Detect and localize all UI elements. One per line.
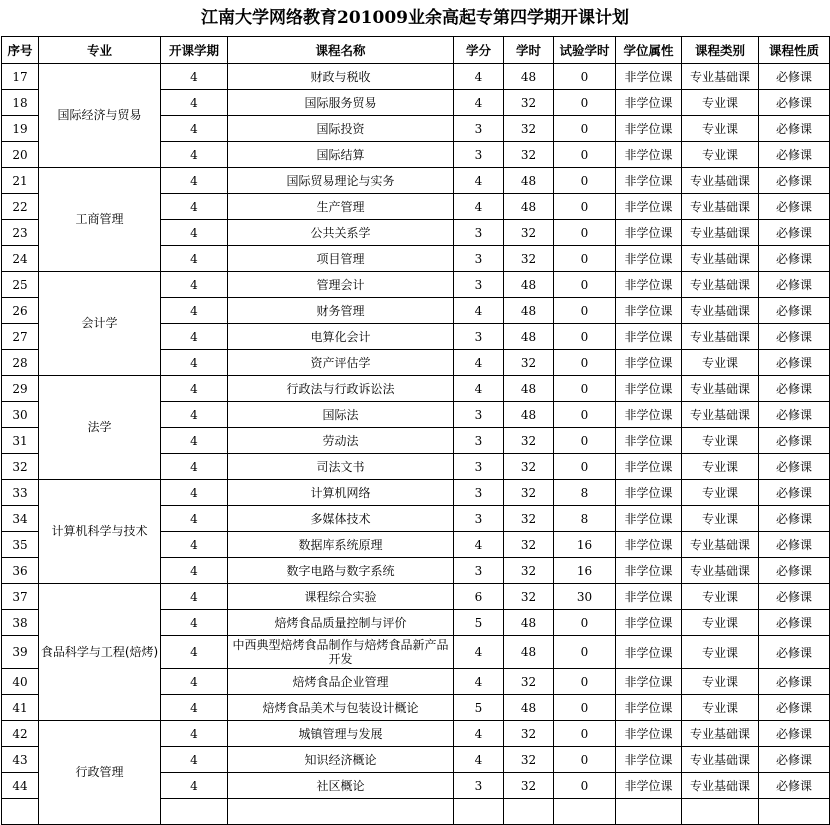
course-name: 国际结算 [228, 142, 454, 168]
row-number: 37 [2, 584, 39, 610]
category-cell: 专业基础课 [682, 298, 759, 324]
degree-cell: 非学位课 [616, 90, 682, 116]
row-number: 22 [2, 194, 39, 220]
nature-cell: 必修课 [759, 610, 830, 636]
degree-cell [682, 799, 759, 825]
header-row [2, 37, 830, 64]
major-cell [161, 799, 228, 825]
row-number: 39 [2, 636, 39, 669]
course-name: 中西典型焙烤食品制作与焙烤食品新产品开发 [228, 636, 454, 669]
lab-hours-cell: 30 [554, 584, 616, 610]
degree-cell: 非学位课 [616, 454, 682, 480]
term-cell: 4 [161, 636, 228, 669]
course-name: 电算化会计 [228, 324, 454, 350]
hours-cell: 32 [504, 90, 554, 116]
hours-cell: 32 [504, 532, 554, 558]
lab-hours-cell: 8 [554, 506, 616, 532]
table-row [2, 272, 830, 298]
hours-cell: 48 [504, 194, 554, 220]
credit-cell: 3 [454, 480, 504, 506]
row-number: 21 [2, 168, 39, 194]
credit-cell: 3 [454, 454, 504, 480]
hours-cell: 32 [504, 669, 554, 695]
term-cell: 4 [161, 532, 228, 558]
course-name: 公共关系学 [228, 220, 454, 246]
hours-cell [554, 799, 616, 825]
hours-cell: 32 [504, 747, 554, 773]
term-cell: 4 [161, 272, 228, 298]
header-term: 开课学期 [161, 37, 228, 64]
category-cell: 专业课 [682, 506, 759, 532]
table-row [2, 376, 830, 402]
credit-cell: 3 [454, 246, 504, 272]
category-cell: 专业基础课 [682, 220, 759, 246]
credit-cell: 4 [454, 168, 504, 194]
nature-cell: 必修课 [759, 64, 830, 90]
course-schedule-table [1, 36, 830, 825]
degree-cell: 非学位课 [616, 747, 682, 773]
row-number: 26 [2, 298, 39, 324]
row-number: 27 [2, 324, 39, 350]
term-cell: 4 [161, 90, 228, 116]
course-name: 国际贸易理论与实务 [228, 168, 454, 194]
term-cell [228, 799, 454, 825]
lab-hours-cell: 0 [554, 721, 616, 747]
term-cell: 4 [161, 194, 228, 220]
hours-cell: 32 [504, 506, 554, 532]
lab-hours-cell: 0 [554, 324, 616, 350]
nature-cell: 必修课 [759, 669, 830, 695]
credit-cell: 6 [454, 584, 504, 610]
term-cell: 4 [161, 64, 228, 90]
category-cell: 专业基础课 [682, 376, 759, 402]
term-cell: 4 [161, 454, 228, 480]
row-number: 40 [2, 669, 39, 695]
category-cell: 专业课 [682, 669, 759, 695]
nature-cell: 必修课 [759, 454, 830, 480]
row-number: 31 [2, 428, 39, 454]
row-number: 41 [2, 695, 39, 721]
category-cell: 专业基础课 [682, 324, 759, 350]
major-cell: 计算机科学与技术 [39, 480, 161, 584]
nature-cell: 必修课 [759, 116, 830, 142]
course-name: 财政与税收 [228, 64, 454, 90]
row-number: 32 [2, 454, 39, 480]
header-category: 课程类别 [682, 37, 759, 64]
term-cell: 4 [161, 480, 228, 506]
lab-hours-cell: 0 [554, 454, 616, 480]
hours-cell: 48 [504, 64, 554, 90]
lab-hours-cell: 0 [554, 116, 616, 142]
row-number: 42 [2, 721, 39, 747]
header-lab-hours: 试验学时 [554, 37, 616, 64]
course-name [454, 799, 504, 825]
hours-cell: 48 [504, 402, 554, 428]
course-name: 资产评估学 [228, 350, 454, 376]
credit-cell: 5 [454, 610, 504, 636]
nature-cell: 必修课 [759, 220, 830, 246]
term-cell: 4 [161, 695, 228, 721]
term-cell: 4 [161, 168, 228, 194]
row-number: 43 [2, 747, 39, 773]
degree-cell: 非学位课 [616, 480, 682, 506]
category-cell: 专业课 [682, 636, 759, 669]
credit-cell: 3 [454, 428, 504, 454]
hours-cell: 32 [504, 142, 554, 168]
category-cell: 专业课 [682, 142, 759, 168]
page-title: 江南大学网络教育201009业余高起专第四学期开课计划 [201, 8, 629, 28]
category-cell [759, 799, 830, 825]
lab-hours-cell: 0 [554, 272, 616, 298]
nature-cell: 必修课 [759, 168, 830, 194]
term-cell: 4 [161, 220, 228, 246]
degree-cell: 非学位课 [616, 324, 682, 350]
term-cell: 4 [161, 669, 228, 695]
lab-hours-cell: 0 [554, 220, 616, 246]
nature-cell: 必修课 [759, 480, 830, 506]
table-row [2, 721, 830, 747]
header-hours: 学时 [504, 37, 554, 64]
nature-cell: 必修课 [759, 695, 830, 721]
degree-cell: 非学位课 [616, 298, 682, 324]
credit-cell: 4 [454, 721, 504, 747]
table-row [2, 480, 830, 506]
hours-cell: 32 [504, 116, 554, 142]
row-number: 33 [2, 480, 39, 506]
category-cell: 专业课 [682, 584, 759, 610]
degree-cell: 非学位课 [616, 220, 682, 246]
term-cell: 4 [161, 773, 228, 799]
course-name: 焙烤食品质量控制与评价 [228, 610, 454, 636]
term-cell: 4 [161, 402, 228, 428]
course-name: 项目管理 [228, 246, 454, 272]
nature-cell: 必修课 [759, 584, 830, 610]
credit-cell: 4 [454, 298, 504, 324]
degree-cell: 非学位课 [616, 636, 682, 669]
nature-cell: 必修课 [759, 532, 830, 558]
category-cell: 专业基础课 [682, 747, 759, 773]
course-name: 知识经济概论 [228, 747, 454, 773]
lab-hours-cell: 0 [554, 142, 616, 168]
category-cell: 专业基础课 [682, 168, 759, 194]
course-name: 劳动法 [228, 428, 454, 454]
degree-cell: 非学位课 [616, 116, 682, 142]
nature-cell: 必修课 [759, 747, 830, 773]
row-number: 19 [2, 116, 39, 142]
lab-hours-cell: 0 [554, 64, 616, 90]
nature-cell: 必修课 [759, 402, 830, 428]
course-name: 数据库系统原理 [228, 532, 454, 558]
degree-cell: 非学位课 [616, 168, 682, 194]
hours-cell: 32 [504, 721, 554, 747]
major-cell: 行政管理 [39, 721, 161, 825]
hours-cell: 32 [504, 350, 554, 376]
row-number: 20 [2, 142, 39, 168]
degree-cell: 非学位课 [616, 194, 682, 220]
term-cell: 4 [161, 324, 228, 350]
credit-cell: 3 [454, 402, 504, 428]
table-row [2, 64, 830, 90]
header-major: 专业 [39, 37, 161, 64]
degree-cell: 非学位课 [616, 272, 682, 298]
credit-cell: 4 [454, 636, 504, 669]
credit-cell: 4 [454, 194, 504, 220]
nature-cell: 必修课 [759, 298, 830, 324]
course-name: 社区概论 [228, 773, 454, 799]
course-name: 数字电路与数字系统 [228, 558, 454, 584]
degree-cell: 非学位课 [616, 610, 682, 636]
degree-cell: 非学位课 [616, 669, 682, 695]
lab-hours-cell: 0 [554, 402, 616, 428]
lab-hours-cell: 16 [554, 558, 616, 584]
hours-cell: 48 [504, 376, 554, 402]
row-number: 38 [2, 610, 39, 636]
nature-cell: 必修课 [759, 350, 830, 376]
term-cell: 4 [161, 506, 228, 532]
header-degree: 学位属性 [616, 37, 682, 64]
degree-cell: 非学位课 [616, 584, 682, 610]
course-name: 国际投资 [228, 116, 454, 142]
category-cell: 专业基础课 [682, 272, 759, 298]
lab-hours-cell: 0 [554, 428, 616, 454]
category-cell: 专业基础课 [682, 64, 759, 90]
credit-cell: 4 [454, 747, 504, 773]
nature-cell: 必修课 [759, 636, 830, 669]
hours-cell: 32 [504, 428, 554, 454]
row-number: 34 [2, 506, 39, 532]
major-cell: 国际经济与贸易 [39, 64, 161, 168]
row-number: 23 [2, 220, 39, 246]
row-number: 30 [2, 402, 39, 428]
course-name: 课程综合实验 [228, 584, 454, 610]
header-nature: 课程性质 [759, 37, 830, 64]
nature-cell: 必修课 [759, 721, 830, 747]
row-number: 18 [2, 90, 39, 116]
degree-cell: 非学位课 [616, 721, 682, 747]
course-name: 计算机网络 [228, 480, 454, 506]
term-cell: 4 [161, 428, 228, 454]
credit-cell: 3 [454, 272, 504, 298]
lab-hours-cell: 0 [554, 350, 616, 376]
term-cell: 4 [161, 116, 228, 142]
course-name: 国际法 [228, 402, 454, 428]
degree-cell: 非学位课 [616, 64, 682, 90]
category-cell: 专业课 [682, 350, 759, 376]
term-cell: 4 [161, 558, 228, 584]
hours-cell: 32 [504, 220, 554, 246]
lab-hours-cell: 0 [554, 298, 616, 324]
major-cell: 工商管理 [39, 168, 161, 272]
category-cell: 专业课 [682, 90, 759, 116]
course-name: 焙烤食品企业管理 [228, 669, 454, 695]
degree-cell: 非学位课 [616, 773, 682, 799]
table-row [2, 168, 830, 194]
course-name: 生产管理 [228, 194, 454, 220]
nature-cell: 必修课 [759, 142, 830, 168]
degree-cell: 非学位课 [616, 506, 682, 532]
category-cell: 专业课 [682, 610, 759, 636]
nature-cell: 必修课 [759, 90, 830, 116]
term-cell: 4 [161, 584, 228, 610]
course-name: 司法文书 [228, 454, 454, 480]
credit-cell: 3 [454, 220, 504, 246]
hours-cell: 48 [504, 298, 554, 324]
header-course: 课程名称 [228, 37, 454, 64]
credit-cell: 3 [454, 116, 504, 142]
header-credit: 学分 [454, 37, 504, 64]
nature-cell: 必修课 [759, 428, 830, 454]
row-number: 17 [2, 64, 39, 90]
lab-hours-cell: 0 [554, 747, 616, 773]
degree-cell: 非学位课 [616, 695, 682, 721]
course-name: 多媒体技术 [228, 506, 454, 532]
category-cell: 专业基础课 [682, 773, 759, 799]
course-name: 焙烤食品美术与包装设计概论 [228, 695, 454, 721]
hours-cell: 48 [504, 272, 554, 298]
hours-cell: 48 [504, 168, 554, 194]
credit-cell [504, 799, 554, 825]
credit-cell: 4 [454, 90, 504, 116]
term-cell: 4 [161, 610, 228, 636]
row-number: 44 [2, 773, 39, 799]
term-cell: 4 [161, 350, 228, 376]
category-cell: 专业课 [682, 480, 759, 506]
term-cell: 4 [161, 298, 228, 324]
degree-cell: 非学位课 [616, 532, 682, 558]
credit-cell: 4 [454, 532, 504, 558]
course-name: 管理会计 [228, 272, 454, 298]
nature-cell: 必修课 [759, 246, 830, 272]
table-row [2, 584, 830, 610]
lab-hours-cell: 0 [554, 773, 616, 799]
major-cell: 会计学 [39, 272, 161, 376]
lab-hours-cell: 0 [554, 246, 616, 272]
category-cell: 专业基础课 [682, 246, 759, 272]
term-cell: 4 [161, 246, 228, 272]
degree-cell: 非学位课 [616, 246, 682, 272]
hours-cell: 48 [504, 610, 554, 636]
course-name: 国际服务贸易 [228, 90, 454, 116]
term-cell: 4 [161, 142, 228, 168]
major-cell: 食品科学与工程(焙烤) [39, 584, 161, 721]
lab-hours-cell: 0 [554, 194, 616, 220]
degree-cell: 非学位课 [616, 558, 682, 584]
lab-hours-cell: 0 [554, 610, 616, 636]
course-name: 城镇管理与发展 [228, 721, 454, 747]
row-number: 29 [2, 376, 39, 402]
header-no: 序号 [2, 37, 39, 64]
lab-hours-cell: 0 [554, 636, 616, 669]
lab-hours-cell: 8 [554, 480, 616, 506]
nature-cell: 必修课 [759, 506, 830, 532]
degree-cell: 非学位课 [616, 142, 682, 168]
hours-cell: 32 [504, 454, 554, 480]
lab-hours-cell [616, 799, 682, 825]
lab-hours-cell: 0 [554, 669, 616, 695]
nature-cell: 必修课 [759, 324, 830, 350]
row-number: 36 [2, 558, 39, 584]
credit-cell: 3 [454, 558, 504, 584]
credit-cell: 3 [454, 142, 504, 168]
category-cell: 专业基础课 [682, 402, 759, 428]
term-cell: 4 [161, 747, 228, 773]
row-number: 24 [2, 246, 39, 272]
term-cell: 4 [161, 721, 228, 747]
degree-cell: 非学位课 [616, 428, 682, 454]
lab-hours-cell: 0 [554, 90, 616, 116]
category-cell: 专业基础课 [682, 194, 759, 220]
credit-cell: 3 [454, 324, 504, 350]
major-cell: 法学 [39, 376, 161, 480]
nature-cell: 必修课 [759, 194, 830, 220]
hours-cell: 48 [504, 636, 554, 669]
category-cell: 专业基础课 [682, 532, 759, 558]
category-cell: 专业课 [682, 454, 759, 480]
nature-cell: 必修课 [759, 272, 830, 298]
nature-cell: 必修课 [759, 376, 830, 402]
nature-cell: 必修课 [759, 773, 830, 799]
row-number: 35 [2, 532, 39, 558]
hours-cell: 32 [504, 246, 554, 272]
credit-cell: 4 [454, 64, 504, 90]
row-number: 28 [2, 350, 39, 376]
hours-cell: 32 [504, 773, 554, 799]
lab-hours-cell: 16 [554, 532, 616, 558]
category-cell: 专业基础课 [682, 721, 759, 747]
credit-cell: 4 [454, 376, 504, 402]
course-name: 财务管理 [228, 298, 454, 324]
credit-cell: 4 [454, 350, 504, 376]
lab-hours-cell: 0 [554, 376, 616, 402]
hours-cell: 48 [504, 324, 554, 350]
hours-cell: 48 [504, 695, 554, 721]
category-cell: 专业课 [682, 428, 759, 454]
row-number: 25 [2, 272, 39, 298]
degree-cell: 非学位课 [616, 350, 682, 376]
hours-cell: 32 [504, 584, 554, 610]
lab-hours-cell: 0 [554, 168, 616, 194]
hours-cell: 32 [504, 558, 554, 584]
nature-cell: 必修课 [759, 558, 830, 584]
lab-hours-cell: 0 [554, 695, 616, 721]
degree-cell: 非学位课 [616, 402, 682, 428]
course-name: 行政法与行政诉讼法 [228, 376, 454, 402]
category-cell: 专业课 [682, 116, 759, 142]
credit-cell: 4 [454, 669, 504, 695]
category-cell: 专业课 [682, 695, 759, 721]
row-number [2, 799, 39, 825]
credit-cell: 3 [454, 773, 504, 799]
credit-cell: 3 [454, 506, 504, 532]
credit-cell: 5 [454, 695, 504, 721]
degree-cell: 非学位课 [616, 376, 682, 402]
category-cell: 专业基础课 [682, 558, 759, 584]
hours-cell: 32 [504, 480, 554, 506]
term-cell: 4 [161, 376, 228, 402]
